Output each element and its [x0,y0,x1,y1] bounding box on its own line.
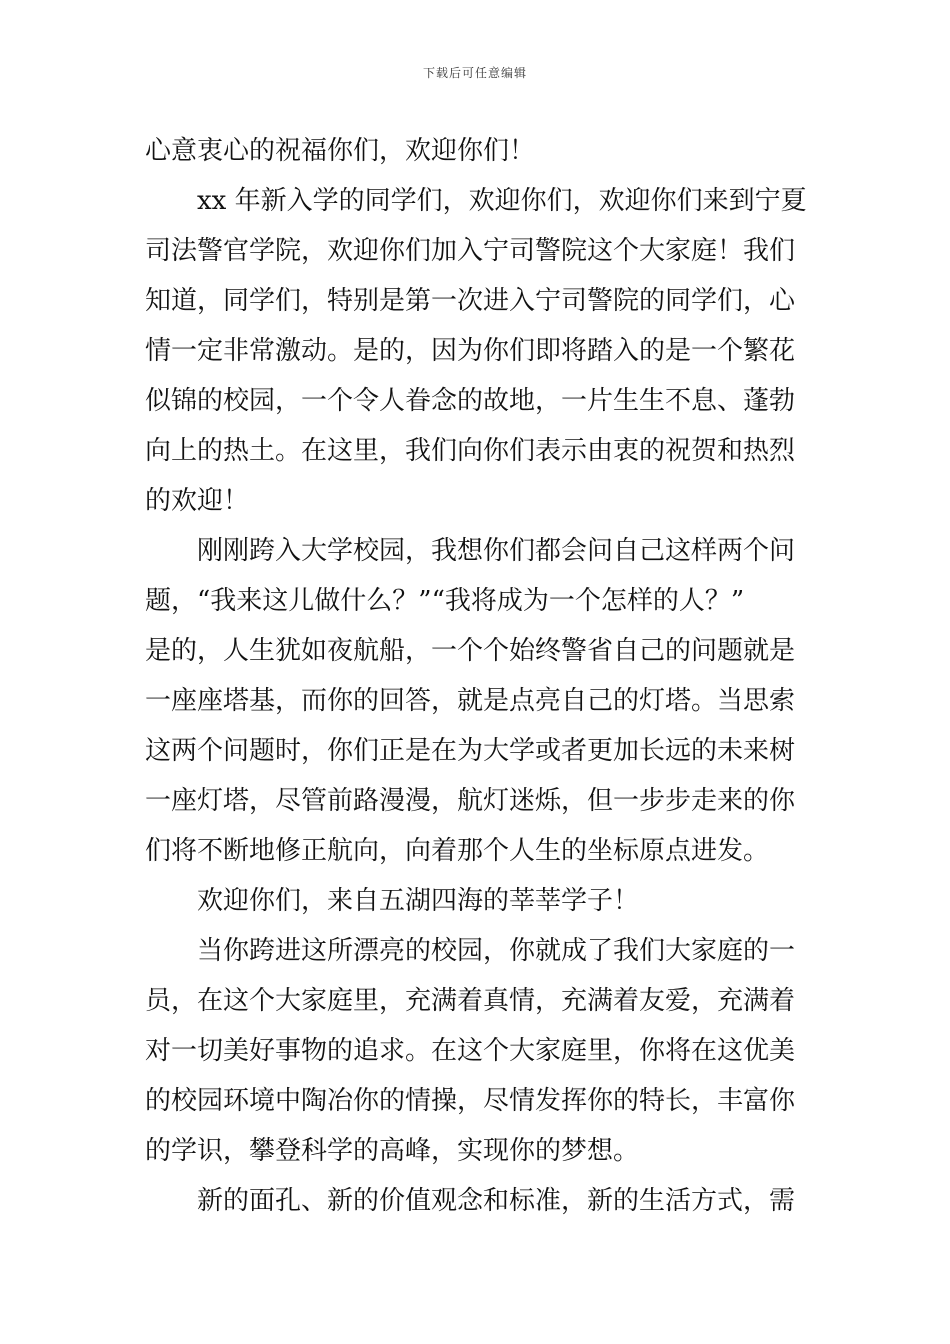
text-line-13: 这两个问题时，你们正是在为大学或者更加长远的未来树 [145,736,796,766]
text-line-21: 的学识，攀登科学的高峰，实现你的梦想。 [145,1136,640,1166]
text-line-18: 员，在这个大家庭里，充满着真情，充满着友爱，充满着 [145,986,796,1016]
text-line-7: 向上的热土。在这里，我们向你们表示由衷的祝贺和热烈 [145,436,796,466]
text-line-10: 题，“我来这儿做什么？”“我将成为一个怎样的人？” [145,586,745,616]
text-line-8: 的欢迎！ [145,486,250,516]
text-line-22: 新的面孔、新的价值观念和标准，新的生活方式，需 [197,1186,796,1216]
text-line-1: 心意衷心的祝福你们，欢迎你们！ [145,136,536,166]
text-line-12: 一座座塔基，而你的回答，就是点亮自己的灯塔。当思索 [145,686,796,716]
text-line-4: 知道，同学们，特别是第一次进入宁司警院的同学们，心 [145,286,796,316]
text-line-9: 刚刚跨入大学校园，我想你们都会问自己这样两个问 [197,536,796,566]
text-line-15: 们将不断地修正航向，向着那个人生的坐标原点进发。 [145,836,770,866]
text-line-16: 欢迎你们，来自五湖四海的莘莘学子！ [197,886,640,916]
text-line-5: 情一定非常激动。是的，因为你们即将踏入的是一个繁花 [145,336,796,366]
page-header: 下载后可任意编辑 [422,66,527,80]
text-line-14: 一座灯塔，尽管前路漫漫，航灯迷烁，但一步步走来的你 [145,786,796,816]
text-line-2: xx 年新入学的同学们，欢迎你们，欢迎你们来到宁夏 [197,186,807,216]
text-line-19: 对一切美好事物的追求。在这个大家庭里，你将在这优美 [145,1036,796,1066]
text-line-6: 似锦的校园，一个令人眷念的故地，一片生生不息、蓬勃 [145,386,796,416]
text-line-3: 司法警官学院，欢迎你们加入宁司警院这个大家庭！我们 [145,236,796,266]
text-line-11: 是的，人生犹如夜航船，一个个始终警省自己的问题就是 [145,636,796,666]
text-line-20: 的校园环境中陶冶你的情操，尽情发挥你的特长，丰富你 [145,1086,796,1116]
text-line-17: 当你跨进这所漂亮的校园，你就成了我们大家庭的一 [197,936,796,966]
